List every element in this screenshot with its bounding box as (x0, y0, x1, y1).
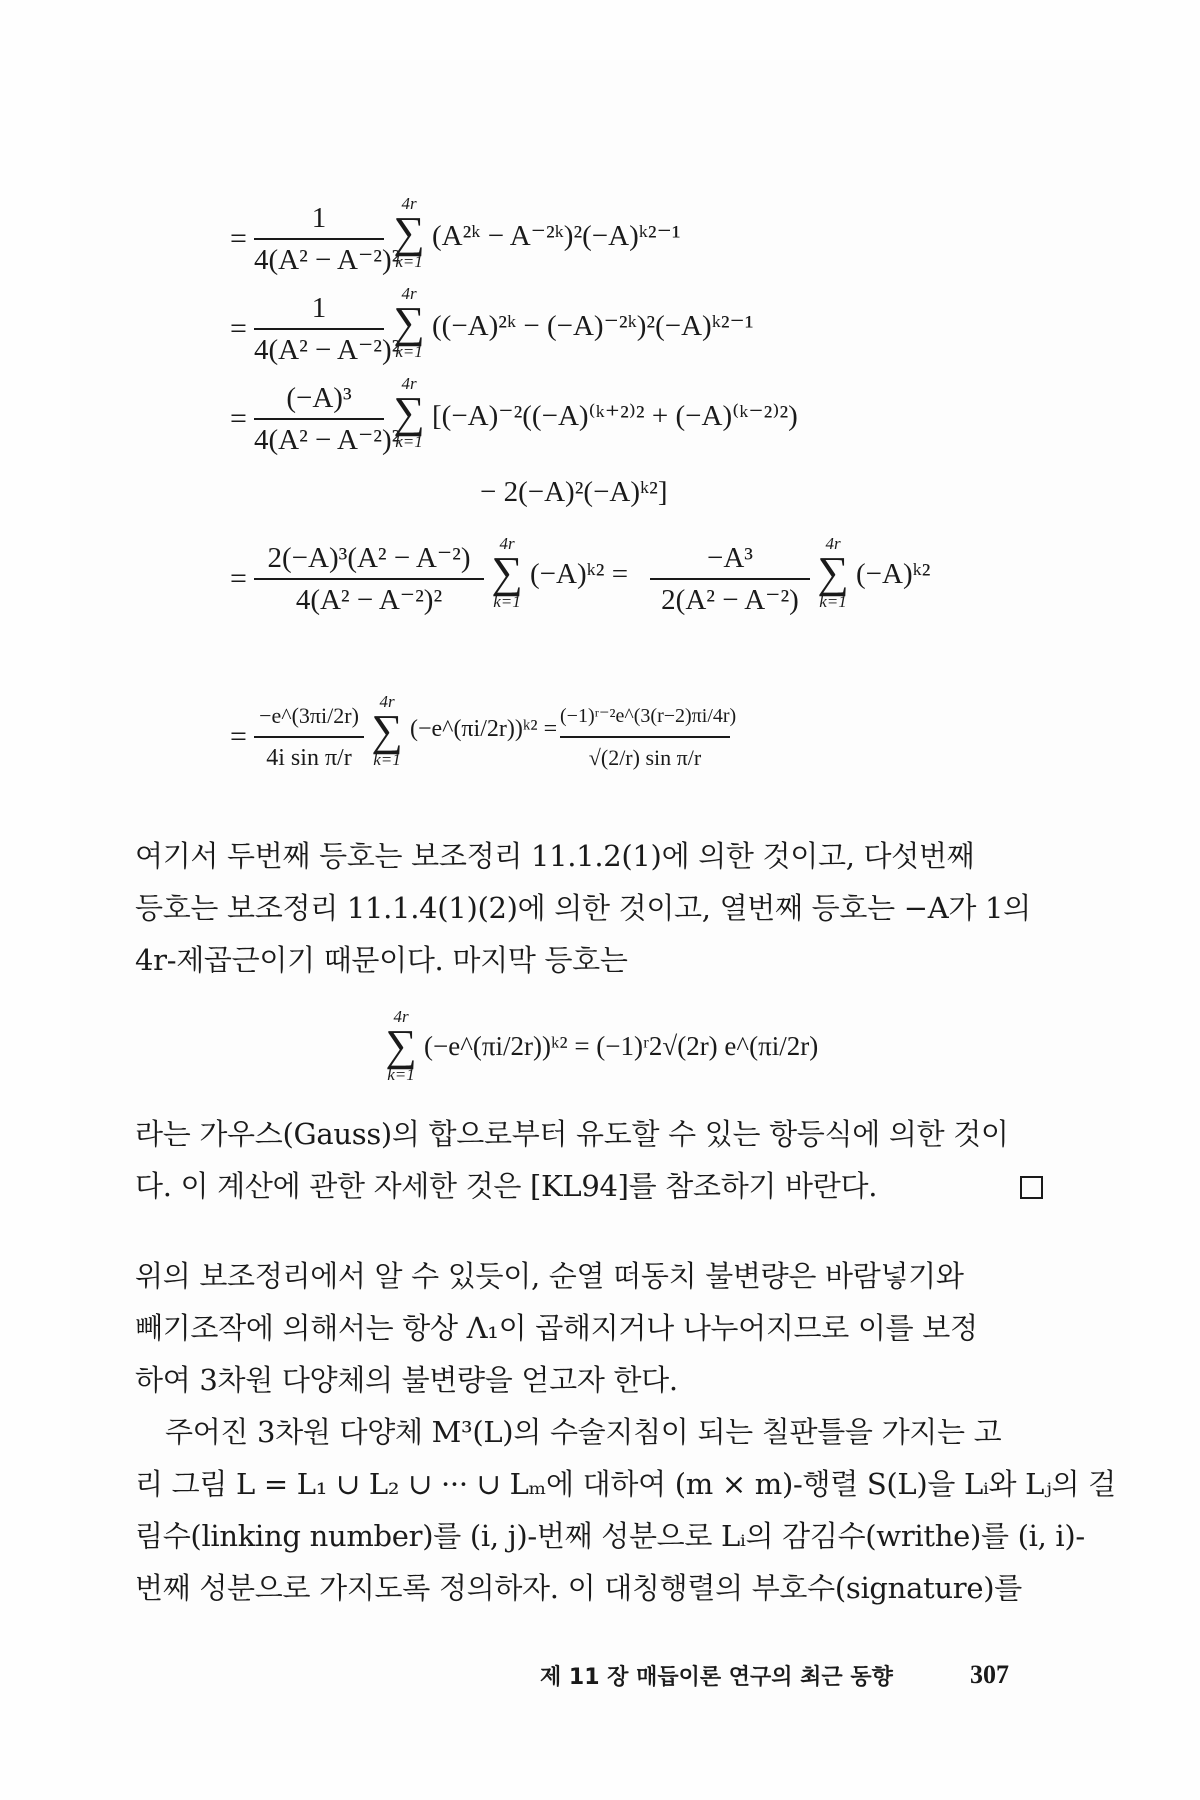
fraction-numerator: 2(−A)³(A² − A⁻²) (267, 542, 471, 574)
summand: (−e^(πi/2r))ᵏ² = (−1)ʳ2√(2r) e^(πi/2r) (424, 1031, 819, 1061)
fraction-numerator: 1 (311, 292, 327, 324)
fraction-numerator: −A³ (707, 542, 753, 574)
fraction-denominator: 4(A² − A⁻²)² (254, 424, 401, 456)
sigma-symbol: ∑ (385, 1021, 417, 1070)
sum-lower-limit: k=1 (819, 592, 847, 611)
summand-continuation: − 2(−A)²(−A)ᵏ²] (480, 476, 668, 508)
summation (384, 375, 434, 451)
equals-sign: = (230, 222, 247, 255)
summand: ((−A)²ᵏ − (−A)⁻²ᵏ)²(−A)ᵏ²⁻¹ (432, 310, 754, 342)
sum-upper-limit: 4r (401, 284, 417, 303)
fraction-numerator: 1 (311, 202, 327, 234)
equals-sign: = (230, 312, 247, 345)
fraction-bar (254, 418, 384, 420)
sum-lower-limit: k=1 (373, 750, 401, 769)
summand: (−e^(πi/2r))ᵏ² = (410, 716, 558, 742)
sum-lower-limit: k=1 (395, 342, 423, 361)
qed-symbol (1020, 1176, 1043, 1199)
paragraph-line: 등호는 보조정리 11.1.4(1)(2)에 의한 것이고, 열번째 등호는 −A가 1의 (135, 891, 1031, 925)
paragraph-line: 리 그림 L = L₁ ∪ L₂ ∪ ··· ∪ Lₘ에 대하여 (m × m)-행렬 S(L)을 Lᵢ와 Lⱼ의 걸 (135, 1467, 1116, 1501)
fraction-denominator: 4(A² − A⁻²)² (254, 334, 401, 366)
sum-upper-limit: 4r (825, 534, 841, 553)
summand: (A²ᵏ − A⁻²ᵏ)²(−A)ᵏ²⁻¹ (432, 220, 681, 252)
fraction-denominator: 4(A² − A⁻²)² (295, 584, 443, 616)
fraction-denominator: 2(A² − A⁻²) (661, 584, 799, 616)
fraction-2 (560, 698, 737, 776)
paragraph-line: 림수(linking number)를 (i, j)-번째 성분으로 Lᵢ의 감김수(writhe)를 (i, i)- (135, 1519, 1085, 1553)
summand: (−A)ᵏ² = (530, 558, 629, 590)
fraction-denominator: 4i sin π/r (266, 745, 352, 771)
summation (384, 285, 434, 361)
equals-sign: = (230, 720, 247, 753)
sigma-symbol: ∑ (393, 208, 425, 257)
sum-lower-limit: k=1 (395, 432, 423, 451)
paragraph-line: 다. 이 계산에 관한 자세한 것은 [KL94]를 참조하기 바란다. (135, 1169, 878, 1203)
paragraph-line: 4r-제곱근이기 때문이다. 마지막 등호는 (135, 943, 628, 977)
paragraph-line: 주어진 3차원 다양체 M³(L)의 수술지침이 되는 칠판틀을 가지는 고 (165, 1415, 1002, 1449)
fraction-2 (650, 540, 810, 618)
summation (362, 693, 412, 769)
sum-upper-limit: 4r (401, 374, 417, 393)
fraction-bar (254, 238, 384, 240)
paragraph-line: 빼기조작에 의해서는 항상 Λ₁이 곱해지거나 나누어지므로 이를 보정 (135, 1311, 978, 1345)
sigma-symbol: ∑ (817, 548, 849, 597)
paragraph-line: 위의 보조정리에서 알 수 있듯이, 순열 떠동치 불변량은 바람넣기와 (135, 1259, 964, 1293)
sigma-symbol: ∑ (393, 298, 425, 347)
summand-2: (−A)ᵏ² (856, 558, 931, 590)
fraction-numerator: (−1)ʳ⁻²e^(3(r−2)πi/4r) (560, 705, 737, 727)
fraction-bar (650, 578, 810, 580)
paragraph-line: 여기서 두번째 등호는 보조정리 11.1.2(1)에 의한 것이고, 다섯번째 (135, 839, 975, 873)
summation (384, 195, 434, 271)
summand: [(−A)⁻²((−A)⁽ᵏ⁺²⁾² + (−A)⁽ᵏ⁻²⁾²) (432, 400, 798, 432)
sigma-symbol: ∑ (491, 548, 523, 597)
sigma-symbol: ∑ (371, 706, 403, 755)
sum-lower-limit: k=1 (493, 592, 521, 611)
running-footer (540, 1660, 1040, 1691)
fraction-bar (254, 736, 364, 738)
fraction-bar (560, 736, 730, 738)
fraction (254, 698, 364, 776)
fraction-bar (254, 578, 484, 580)
fraction (254, 200, 401, 278)
fraction-numerator: −e^(3πi/2r) (259, 703, 359, 728)
chapter-title: 제 11 장 매듭이론 연구의 최근 동향 (540, 1665, 893, 1690)
paragraph-line: 하여 3차원 다양체의 불변량을 얻고자 한다. (135, 1363, 678, 1397)
page-number: 307 (970, 1660, 1009, 1689)
summation (482, 535, 532, 611)
equals-sign: = (230, 562, 247, 595)
fraction-numerator: (−A)³ (286, 382, 352, 414)
fraction (254, 290, 401, 368)
sum-upper-limit: 4r (499, 534, 515, 553)
sum-upper-limit: 4r (401, 194, 417, 213)
fraction-denominator: √(2/r) sin π/r (588, 745, 702, 770)
sigma-symbol: ∑ (393, 388, 425, 437)
summation-2 (808, 535, 858, 611)
fraction (254, 380, 401, 458)
fraction-denominator: 4(A² − A⁻²)² (254, 244, 401, 276)
sum-upper-limit: 4r (379, 692, 395, 711)
fraction-bar (254, 328, 384, 330)
fraction (254, 540, 484, 618)
sum-lower-limit: k=1 (395, 252, 423, 271)
sum-lower-limit: k=1 (387, 1065, 415, 1084)
paragraph-line: 번째 성분으로 가지도록 정의하자. 이 대칭행렬의 부호수(signature)를 (135, 1571, 1022, 1605)
equals-sign: = (230, 402, 247, 435)
sum-upper-limit: 4r (393, 1007, 409, 1026)
summation (376, 1008, 426, 1084)
paragraph-line: 라는 가우스(Gauss)의 합으로부터 유도할 수 있는 항등식에 의한 것이 (135, 1117, 1009, 1151)
